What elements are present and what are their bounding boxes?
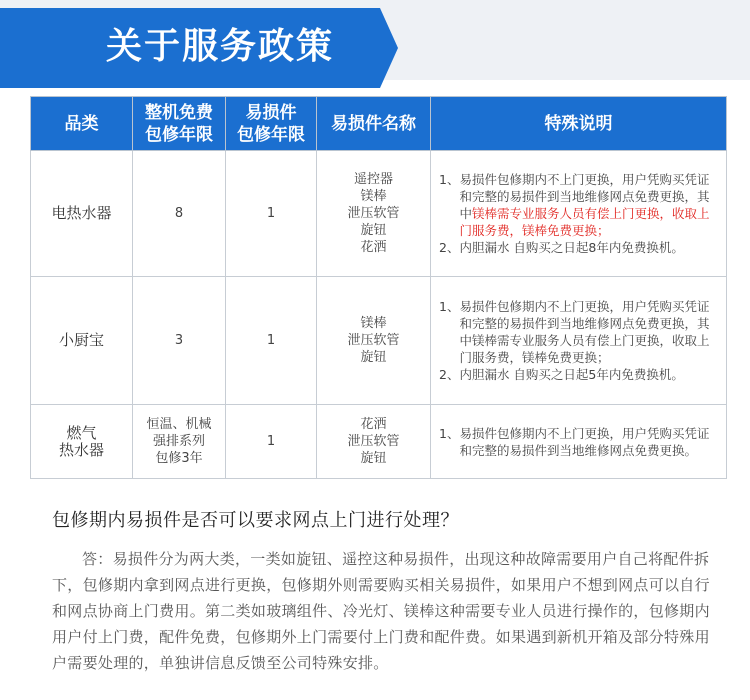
parts-names-cell (317, 277, 431, 405)
part-name: 泄压软管 (347, 333, 400, 348)
note-item: 1、 易损件包修期内不上门更换，用户凭购买凭证和完整的易损件到当地维修网点免费更换。 (439, 425, 720, 459)
note-item: 2、 内胆漏水 自购买之日起5年内免费换机。 (439, 366, 720, 383)
note-text: 易损件包修期内不上门更换，用户凭购买凭证和完整的易损件到当地维修网点免费更换。 (459, 425, 710, 458)
faq-question: 包修期内易损件是否可以要求网点上门进行处理？ (52, 510, 459, 531)
col-header-parts-warranty: 易损件 包修年限 (226, 97, 317, 151)
page-title: 关于服务政策 (106, 26, 335, 67)
special-notes-cell (431, 405, 727, 479)
col-header-category: 品类 (31, 97, 133, 151)
category-cell: 燃气 热水器 (31, 405, 133, 479)
table-row (31, 405, 727, 479)
note-text: 内胆漏水 自购买之日起8年内免费换机。 (459, 240, 684, 255)
special-notes-cell (431, 151, 727, 277)
parts-names-cell (317, 151, 431, 277)
note-text: 易损件包修期内不上门更换，用户凭购买凭证和完整的易损件到当地维修网点免费更换，其中 (459, 172, 710, 221)
table-row (31, 277, 727, 405)
category-cell: 电热水器 (31, 151, 133, 277)
part-name: 镁棒 (360, 189, 387, 204)
parts-warranty-cell: 1 (226, 277, 317, 405)
note-text: 内胆漏水 自购买之日起5年内免费换机。 (459, 367, 684, 382)
part-name: 遥控器 (353, 172, 393, 187)
note-item: 1、 易损件包修期内不上门更换，用户凭购买凭证和完整的易损件到当地维修网点免费更换，其中镁棒需专业服务人员有偿上门更换，收取上门服务费，镁棒免费更换； (439, 172, 710, 238)
note-item: 2、 内胆漏水 自购买之日起8年内免费换机。 (439, 239, 720, 256)
faq-answer: 答：易损件分为两大类，一类如旋钮、遥控这种易损件，出现这种故障需要用户自己将配件拆下，包修期内拿到网点进行更换，包修期外则需要购买相关易损件，如果用户不想到网点可以自行和网点协商上门费用。第二类如玻璃组件、冷光灯、镁棒这种需要专业人员进行操作的，包修期内用户付上门费，配件免费，包修期外上门需要付上门费和配件费。如果遇到新机开箱及部分特殊用户需要处理的，单独讲信息反馈至公司特殊安排。 (52, 550, 710, 672)
table-header-row (31, 97, 727, 151)
warranty-cell: 8 (133, 151, 226, 277)
col-header-special-notes: 特殊说明 (431, 97, 727, 151)
col-header-parts-names: 易损件名称 (317, 97, 431, 151)
table-row (31, 151, 727, 277)
part-name: 花洒 (360, 417, 387, 432)
warranty-cell: 3 (133, 277, 226, 405)
part-name: 旋钮 (360, 350, 387, 365)
note-item: 1、 易损件包修期内不上门更换，用户凭购买凭证和完整的易损件到当地维修网点免费更换，其中镁棒需专业服务人员有偿上门更换，收取上门服务费，镁棒免费更换； (439, 298, 720, 366)
parts-warranty-cell: 1 (226, 151, 317, 277)
part-name: 镁棒 (360, 316, 387, 331)
category-cell: 小厨宝 (31, 277, 133, 405)
col-header-warranty: 整机免费 包修年限 (133, 97, 226, 151)
note-highlight: 镁棒需专业服务人员有偿上门更换，收取上门服务费，镁棒免费更换； (459, 206, 710, 238)
parts-warranty-cell: 1 (226, 405, 317, 479)
part-name: 花洒 (360, 240, 387, 255)
service-policy-table (30, 96, 727, 479)
header-accent-bar (0, 8, 20, 88)
parts-names-cell (317, 405, 431, 479)
note-text: 易损件包修期内不上门更换，用户凭购买凭证和完整的易损件到当地维修网点免费更换，其中镁棒需专业服务人员有偿上门更换，收取上门服务费，镁棒免费更换； (459, 299, 710, 365)
part-name: 旋钮 (360, 451, 387, 466)
warranty-cell: 恒温、机械 强排系列 包修3年 (133, 405, 226, 479)
part-name: 泄压软管 (347, 434, 400, 449)
special-notes-cell (431, 277, 727, 405)
part-name: 泄压软管 (347, 206, 400, 221)
part-name: 旋钮 (360, 223, 387, 238)
